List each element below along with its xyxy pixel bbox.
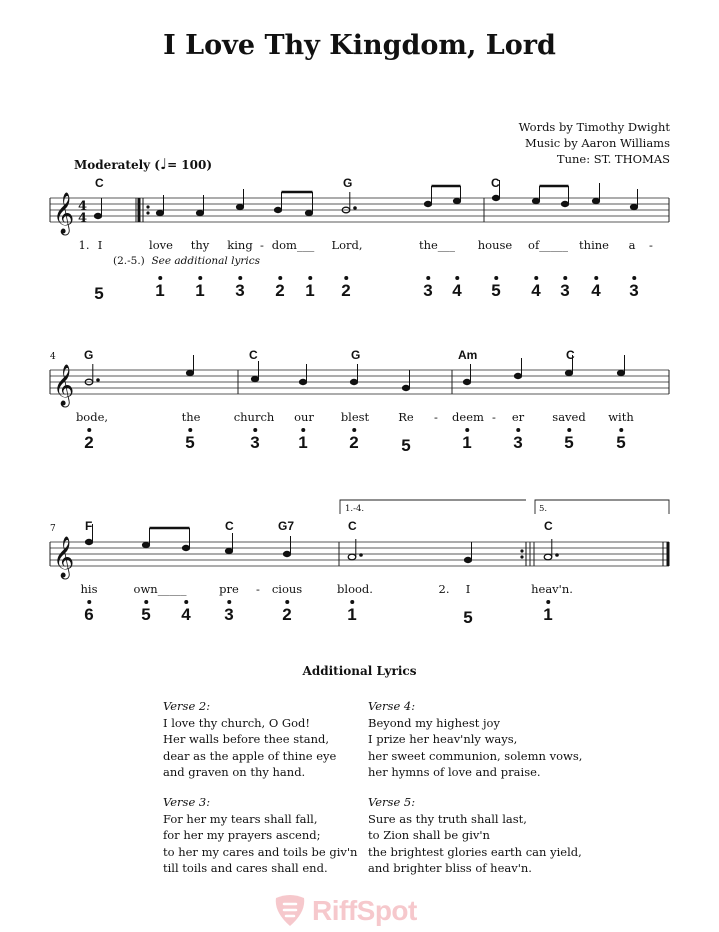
notes-system-1	[94, 180, 637, 219]
lyric: his	[80, 582, 98, 596]
chord-symbol: G	[351, 348, 361, 362]
harmonica-tab: 3	[250, 428, 259, 452]
lyric-hyphen: -	[256, 582, 260, 596]
lyric: house	[477, 238, 513, 252]
harmonica-tab: 4	[591, 276, 600, 300]
lyric: our	[294, 410, 314, 424]
svg-text:4: 4	[78, 199, 88, 214]
harmonica-tab: 6	[84, 600, 93, 624]
harmonica-tab: 5	[491, 276, 500, 300]
verse-block: Verse 2: I love thy church, O God! Her walls before thee stand, dear as the apple of thine eye and graven on thy hand.	[163, 699, 337, 779]
harmonica-tab: 3	[560, 276, 569, 300]
harmonica-tab: 2	[282, 600, 291, 624]
lyric: thy	[190, 238, 210, 252]
lyric-hyphen: -	[649, 238, 653, 252]
lyric: I	[465, 582, 471, 596]
verse-block: Verse 3: For her my tears shall fall, for her my prayers ascend; to her my cares and toils be giv'n till toils and cares shall end.	[163, 795, 358, 875]
lyric: the___	[418, 238, 456, 252]
chord-symbol: C	[249, 348, 258, 362]
harmonica-tab: 3	[235, 276, 244, 300]
volta-2-label: 5.	[539, 504, 548, 514]
lyric: of_____	[528, 238, 568, 252]
harmonica-tab: 5	[564, 428, 573, 452]
lyric: dom___	[271, 238, 315, 252]
harmonica-tab: 4	[531, 276, 540, 300]
lyric-hyphen: -	[260, 238, 264, 252]
chord-symbol: C	[225, 519, 234, 533]
harmonica-tab: 5	[141, 600, 150, 624]
chord-symbol: G	[343, 176, 353, 190]
lyric: Lord,	[331, 238, 363, 252]
additional-lyrics-heading: Additional Lyrics	[302, 664, 417, 678]
chord-symbol: C	[544, 519, 553, 533]
harmonica-tab: 5	[401, 436, 411, 455]
measure-number: 7	[50, 524, 56, 534]
lyric: a	[628, 238, 636, 252]
lyric: love	[149, 238, 173, 252]
harmonica-tab: 1	[195, 276, 204, 300]
harmonica-tab: 3	[224, 600, 233, 624]
harmonica-tab: 2	[84, 428, 93, 452]
lyric-hyphen: -	[434, 410, 438, 424]
harmonica-tab: 1	[543, 600, 552, 624]
verse-block: Verse 4: Beyond my highest joy I prize her heav'nly ways, her sweet communion, solemn vows, her hymns of love and praise.	[368, 699, 583, 779]
harmonica-tab: 1	[155, 276, 164, 300]
harmonica-tab: 2	[349, 428, 358, 452]
treble-clef-icon: 𝄞	[53, 365, 75, 406]
harmonica-tab: 5	[463, 608, 473, 627]
harmonica-tab: 5	[185, 428, 194, 452]
harmonica-tab: 1	[298, 428, 307, 452]
harmonica-tab: 1	[305, 276, 314, 300]
lyric: thine	[579, 238, 609, 252]
volta-brackets	[340, 500, 669, 514]
chord-symbol: C	[566, 348, 575, 362]
lyric: cious	[271, 582, 303, 596]
words-credit: Words by Timothy Dwight	[518, 120, 670, 134]
lyric: church	[233, 410, 275, 424]
lyric: blest	[340, 410, 370, 424]
lyric: pre	[219, 582, 239, 596]
harmonica-tab: 3	[629, 276, 638, 300]
harmonica-tab: 5	[94, 284, 104, 303]
lyric: er	[511, 410, 525, 424]
svg-text:4: 4	[78, 211, 88, 226]
chord-symbol: C	[348, 519, 357, 533]
treble-clef-icon: 𝄞	[53, 537, 75, 578]
measure-number: 4	[50, 352, 56, 362]
lyric: Re	[398, 410, 414, 424]
quarter-note-icon: ♩	[159, 155, 168, 173]
harmonica-tab: 4	[181, 600, 190, 624]
lyric: I	[97, 238, 103, 252]
chord-symbol: C	[491, 176, 500, 190]
harmonica-tab: 1	[462, 428, 471, 452]
chord-symbol: C	[95, 176, 104, 190]
chord-symbol: G7	[278, 519, 295, 533]
lyric: own_____	[133, 582, 187, 596]
additional-verses-note: (2.-5.) See additional lyrics	[113, 255, 261, 267]
lyric-hyphen: -	[492, 410, 496, 424]
chord-symbol: G	[84, 348, 94, 362]
song-title: I Love Thy Kingdom, Lord	[163, 30, 556, 61]
tune-credit: Tune: ST. THOMAS	[556, 152, 670, 166]
verse-number: 2.	[438, 582, 450, 596]
harmonica-tab: 5	[616, 428, 625, 452]
lyric: heav'n.	[531, 582, 573, 596]
volta-1-label: 1.-4.	[345, 504, 365, 514]
harmonica-tab: 4	[452, 276, 461, 300]
harmonica-tab: 3	[513, 428, 522, 452]
treble-clef-icon: 𝄞	[53, 193, 75, 234]
lyric: saved	[552, 410, 586, 424]
harmonica-tab: 2	[341, 276, 350, 300]
verse-block: Verse 5: Sure as thy truth shall last, to Zion shall be giv'n the brightest glories earth can yield, and brighter bliss of heav'n.	[368, 795, 582, 875]
chord-symbol: F	[85, 519, 93, 533]
lyric: king	[227, 238, 253, 252]
lyric: bode,	[75, 410, 109, 424]
harmonica-tab: 2	[275, 276, 284, 300]
lyric: with	[608, 410, 634, 424]
harmonica-tab: 3	[423, 276, 432, 300]
riffspot-logo	[272, 894, 462, 932]
chord-symbol: Am	[458, 348, 478, 362]
verse-number: 1.	[78, 238, 90, 252]
notes-system-3	[85, 524, 558, 563]
brand-name: RiffSpot	[312, 895, 417, 926]
music-credit: Music by Aaron Williams	[524, 136, 670, 150]
staff-system-2	[50, 370, 669, 394]
lyric: deem	[452, 410, 484, 424]
lyric: blood.	[337, 582, 373, 596]
harmonica-tab: 1	[347, 600, 356, 624]
lyric: the	[181, 410, 201, 424]
tempo-marking: Moderately (♩= 100)	[74, 155, 213, 173]
